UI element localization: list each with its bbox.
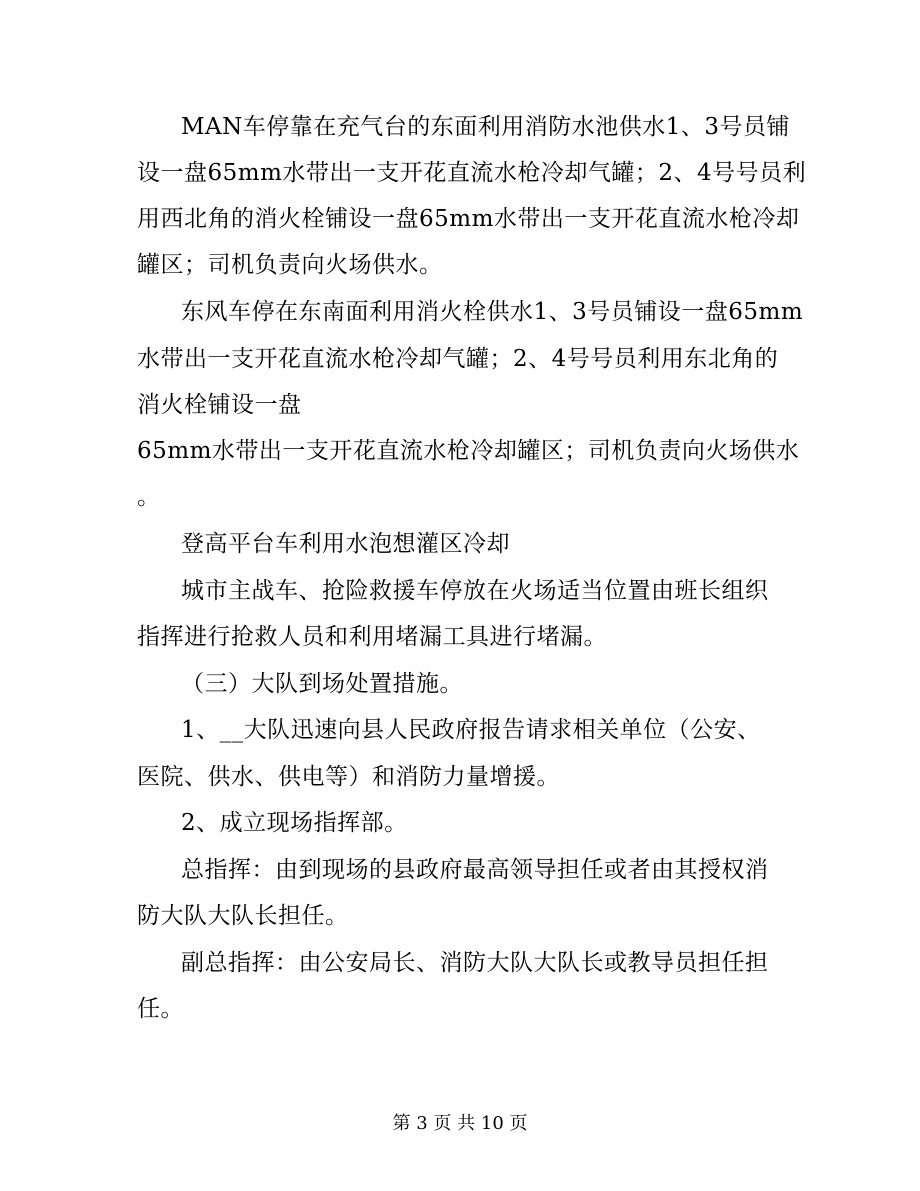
footer-label-ye2: 页 [509,1113,528,1134]
paragraph-line: 副总指挥：由公安局长、消防大队大队长或教导员担任担 [181,950,769,976]
page-footer [0,1112,920,1136]
paragraph-line: 城市主战车、抢险救援车停放在火场适当位置由班长组织 [181,578,769,604]
paragraph-line: 设一盘65mm水带出一支开花直流水枪冷却气罐；2、4号号员利 [137,160,807,186]
paragraph-line: 任。 [137,996,184,1022]
footer-label-di: 第 [392,1113,411,1134]
paragraph-line: 1、__大队迅速向县人民政府报告请求相关单位（公安、 [181,717,761,743]
paragraph-line: 2、成立现场指挥部。 [181,810,408,836]
paragraph-line: 指挥进行抢救人员和利用堵漏工具进行堵漏。 [137,624,607,650]
footer-page-total: 10 [480,1113,504,1134]
footer-label-ye: 页 [433,1113,452,1134]
paragraph-line: 消火栓铺设一盘 [137,392,302,418]
paragraph-line: 东风车停在东南面利用消火栓供水1、3号员铺设一盘65mm [181,299,804,325]
paragraph-line: 防大队大队长担任。 [137,903,349,929]
footer-page-current: 3 [416,1113,428,1134]
footer-label-gong: 共 [457,1113,476,1134]
paragraph-line: 。 [137,484,161,510]
paragraph-line: 用西北角的消火栓铺设一盘65mm水带出一支开花直流水枪冷却 [137,206,800,232]
section-heading: （三）大队到场处置措施。 [181,671,463,697]
paragraph-line: 总指挥：由到现场的县政府最高领导担任或者由其授权消 [181,857,769,883]
paragraph-line: 罐区；司机负责向火场供水。 [137,252,443,278]
paragraph-line: MAN车停靠在充气台的东面利用消防水池供水1、3号员铺 [181,114,791,140]
paragraph-line: 登高平台车利用水泡想灌区冷却 [181,531,510,557]
paragraph-line: 水带出一支开花直流水枪冷却气罐；2、4号号员利用东北角的 [137,346,779,372]
paragraph-line: 医院、供水、供电等）和消防力量增援。 [137,764,560,790]
paragraph-line: 65mm水带出一支开花直流水枪冷却罐区；司机负责向火场供水 [137,438,800,464]
